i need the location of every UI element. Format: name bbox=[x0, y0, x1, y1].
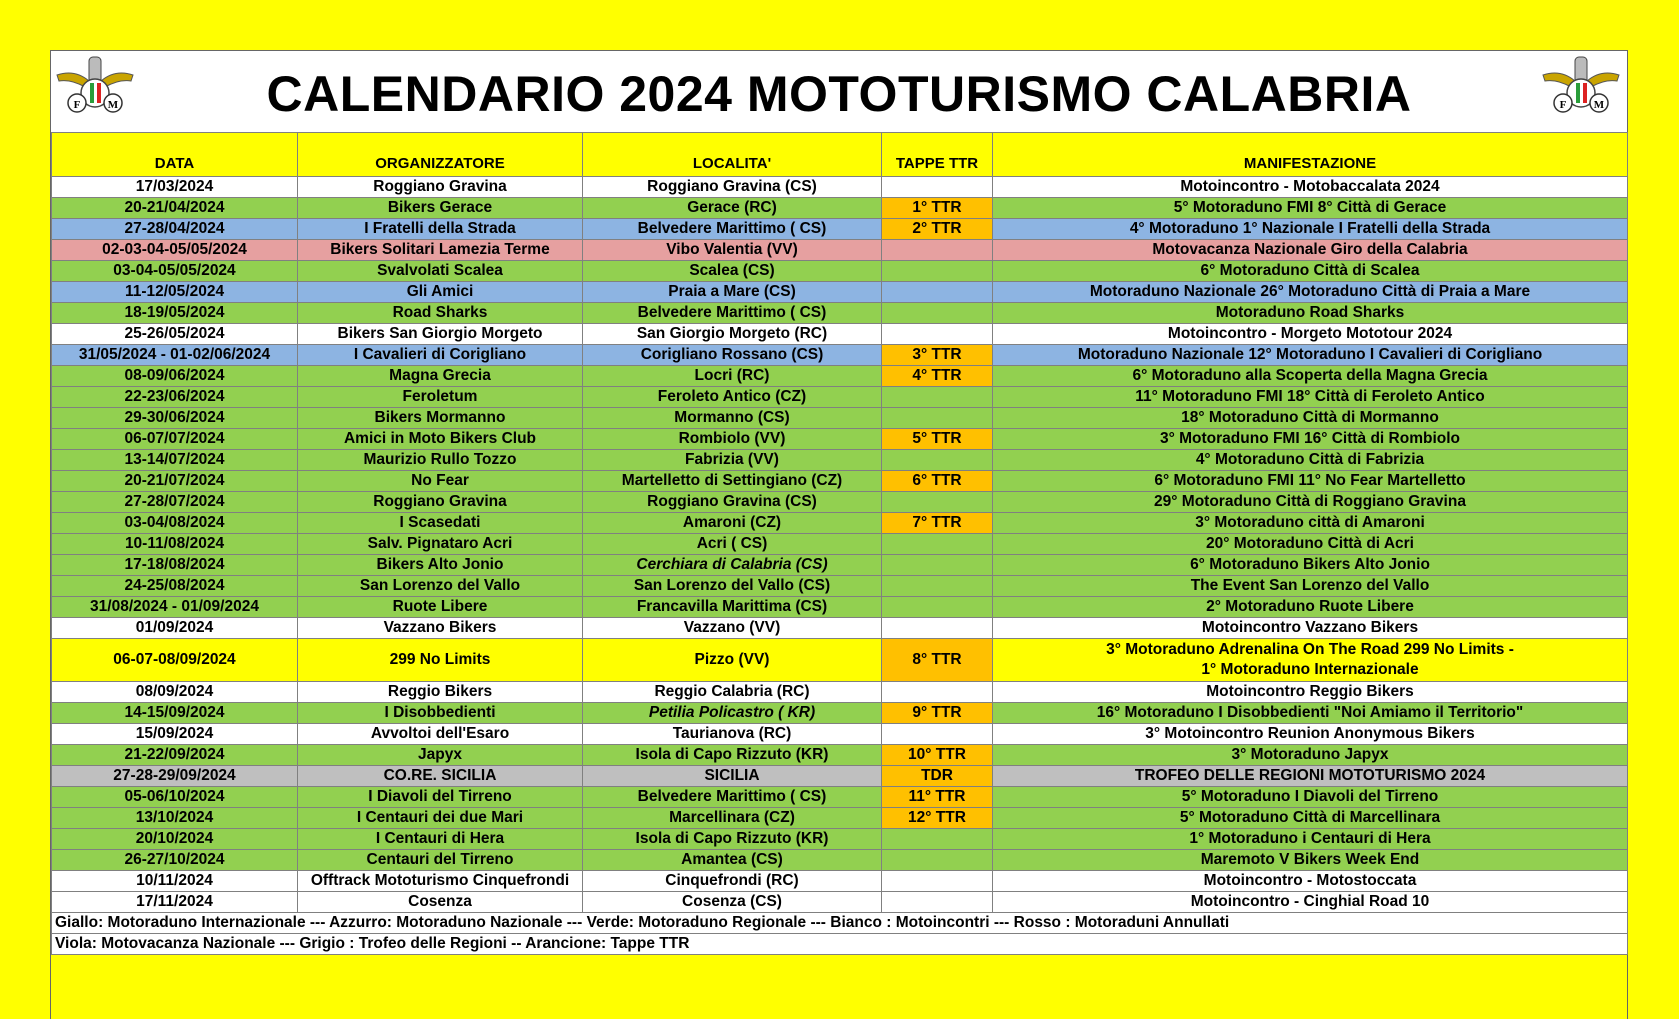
table-row bbox=[52, 808, 1628, 829]
date-cell: 20/10/2024 bbox=[52, 829, 298, 850]
page-title: CALENDARIO 2024 MOTOTURISMO CALABRIA bbox=[266, 66, 1412, 122]
organizer-cell: I Fratelli della Strada bbox=[298, 219, 583, 240]
legend-line-1: Giallo: Motoraduno Internazionale --- Azzurro: Motoraduno Nazionale --- Verde: Motoraduno Regionale --- Bianco : Motoincontri --- Rosso : Motoraduni Annullati bbox=[52, 913, 1628, 934]
location-cell: Feroleto Antico (CZ) bbox=[583, 387, 882, 408]
location-cell: Gerace (RC) bbox=[583, 198, 882, 219]
ttr-cell bbox=[882, 324, 993, 345]
date-cell: 29-30/06/2024 bbox=[52, 408, 298, 429]
date-cell: 31/05/2024 - 01-02/06/2024 bbox=[52, 345, 298, 366]
ttr-cell bbox=[882, 408, 993, 429]
location-cell: Amaroni (CZ) bbox=[583, 513, 882, 534]
event-cell: Motovacanza Nazionale Giro della Calabria bbox=[993, 240, 1628, 261]
location-cell: Vibo Valentia (VV) bbox=[583, 240, 882, 261]
location-cell: Rombiolo (VV) bbox=[583, 429, 882, 450]
date-cell: 05-06/10/2024 bbox=[52, 787, 298, 808]
svg-text:F: F bbox=[73, 99, 81, 111]
location-cell: Martelletto di Settingiano (CZ) bbox=[583, 471, 882, 492]
event-cell: 5° Motoraduno I Diavoli del Tirreno bbox=[993, 787, 1628, 808]
date-cell: 20-21/07/2024 bbox=[52, 471, 298, 492]
date-cell: 02-03-04-05/05/2024 bbox=[52, 240, 298, 261]
organizer-cell: Gli Amici bbox=[298, 282, 583, 303]
header bbox=[51, 51, 1627, 132]
event-cell: 4° Motoraduno Città di Fabrizia bbox=[993, 450, 1628, 471]
event-cell: Motoraduno Nazionale 26° Motoraduno Città di Praia a Mare bbox=[993, 282, 1628, 303]
event-cell: Motoincontro - Cinghial Road 10 bbox=[993, 892, 1628, 913]
table-row bbox=[52, 513, 1628, 534]
event-cell: Motoincontro Reggio Bikers bbox=[993, 682, 1628, 703]
location-cell: Locri (RC) bbox=[583, 366, 882, 387]
table-row bbox=[52, 240, 1628, 261]
organizer-cell: No Fear bbox=[298, 471, 583, 492]
table-header-row bbox=[52, 133, 1628, 177]
table-row bbox=[52, 198, 1628, 219]
date-cell: 22-23/06/2024 bbox=[52, 387, 298, 408]
event-cell: 16° Motoraduno I Disobbedienti "Noi Amiamo il Territorio" bbox=[993, 703, 1628, 724]
date-cell: 21-22/09/2024 bbox=[52, 745, 298, 766]
column-header-localita: LOCALITA' bbox=[583, 133, 882, 177]
event-cell: Motoincontro - Motobaccalata 2024 bbox=[993, 177, 1628, 198]
date-cell: 17/03/2024 bbox=[52, 177, 298, 198]
location-cell: Taurianova (RC) bbox=[583, 724, 882, 745]
event-line-2: 1° Motoraduno Internazionale bbox=[1201, 661, 1419, 678]
table-row bbox=[52, 871, 1628, 892]
organizer-cell: I Diavoli del Tirreno bbox=[298, 787, 583, 808]
location-cell: Cerchiara di Calabria (CS) bbox=[583, 555, 882, 576]
date-cell: 27-28/07/2024 bbox=[52, 492, 298, 513]
event-cell: Maremoto V Bikers Week End bbox=[993, 850, 1628, 871]
location-cell: Scalea (CS) bbox=[583, 261, 882, 282]
column-header-data: DATA bbox=[52, 133, 298, 177]
ttr-cell bbox=[882, 892, 993, 913]
ttr-cell: TDR bbox=[882, 766, 993, 787]
ttr-cell bbox=[882, 261, 993, 282]
date-cell: 15/09/2024 bbox=[52, 724, 298, 745]
date-cell: 25-26/05/2024 bbox=[52, 324, 298, 345]
event-cell: Motoraduno Nazionale 12° Motoraduno I Cavalieri di Corigliano bbox=[993, 345, 1628, 366]
table-row bbox=[52, 471, 1628, 492]
organizer-cell: Reggio Bikers bbox=[298, 682, 583, 703]
calendar-table bbox=[51, 132, 1628, 955]
table-row bbox=[52, 618, 1628, 639]
date-cell: 31/08/2024 - 01/09/2024 bbox=[52, 597, 298, 618]
location-cell: Belvedere Marittimo ( CS) bbox=[583, 303, 882, 324]
organizer-cell: Amici in Moto Bikers Club bbox=[298, 429, 583, 450]
svg-text:F: F bbox=[1559, 99, 1567, 111]
svg-text:M: M bbox=[1593, 99, 1605, 111]
legend-row bbox=[52, 913, 1628, 934]
event-cell bbox=[993, 639, 1628, 682]
table-row bbox=[52, 724, 1628, 745]
organizer-cell: Avvoltoi dell'Esaro bbox=[298, 724, 583, 745]
ttr-cell: 12° TTR bbox=[882, 808, 993, 829]
organizer-cell: Feroletum bbox=[298, 387, 583, 408]
event-cell: 6° Motoraduno FMI 11° No Fear Martelletto bbox=[993, 471, 1628, 492]
organizer-cell: Bikers San Giorgio Morgeto bbox=[298, 324, 583, 345]
organizer-cell: Salv. Pignataro Acri bbox=[298, 534, 583, 555]
organizer-cell: Road Sharks bbox=[298, 303, 583, 324]
location-cell: Acri ( CS) bbox=[583, 534, 882, 555]
event-cell: Motoincontro Vazzano Bikers bbox=[993, 618, 1628, 639]
location-cell: Marcellinara (CZ) bbox=[583, 808, 882, 829]
event-cell: 3° Motoraduno FMI 16° Città di Rombiolo bbox=[993, 429, 1628, 450]
date-cell: 27-28/04/2024 bbox=[52, 219, 298, 240]
ttr-cell bbox=[882, 492, 993, 513]
ttr-cell: 6° TTR bbox=[882, 471, 993, 492]
location-cell: Isola di Capo Rizzuto (KR) bbox=[583, 829, 882, 850]
table-row bbox=[52, 745, 1628, 766]
legend-row bbox=[52, 934, 1628, 955]
location-cell: Roggiano Gravina (CS) bbox=[583, 492, 882, 513]
organizer-cell: Magna Grecia bbox=[298, 366, 583, 387]
date-cell: 08-09/06/2024 bbox=[52, 366, 298, 387]
organizer-cell: I Centauri dei due Mari bbox=[298, 808, 583, 829]
ttr-cell bbox=[882, 177, 993, 198]
table-row bbox=[52, 450, 1628, 471]
event-cell: 5° Motoraduno Città di Marcellinara bbox=[993, 808, 1628, 829]
date-cell: 11-12/05/2024 bbox=[52, 282, 298, 303]
organizer-cell: Roggiano Gravina bbox=[298, 177, 583, 198]
location-cell: Cosenza (CS) bbox=[583, 892, 882, 913]
organizer-cell: Bikers Alto Jonio bbox=[298, 555, 583, 576]
table-row bbox=[52, 892, 1628, 913]
ttr-cell: 9° TTR bbox=[882, 703, 993, 724]
table-row bbox=[52, 408, 1628, 429]
ttr-cell: 7° TTR bbox=[882, 513, 993, 534]
event-cell: 3° Motoincontro Reunion Anonymous Bikers bbox=[993, 724, 1628, 745]
table-row bbox=[52, 534, 1628, 555]
location-cell: SICILIA bbox=[583, 766, 882, 787]
location-cell: Corigliano Rossano (CS) bbox=[583, 345, 882, 366]
date-cell: 06-07-08/09/2024 bbox=[52, 639, 298, 682]
location-cell: San Lorenzo del Vallo (CS) bbox=[583, 576, 882, 597]
organizer-cell: I Disobbedienti bbox=[298, 703, 583, 724]
table-row bbox=[52, 219, 1628, 240]
table-row bbox=[52, 366, 1628, 387]
table-row bbox=[52, 787, 1628, 808]
legend-line-2: Viola: Motovacanza Nazionale --- Grigio : Trofeo delle Regioni -- Arancione: Tappe TTR bbox=[52, 934, 1628, 955]
date-cell: 26-27/10/2024 bbox=[52, 850, 298, 871]
location-cell: Francavilla Marittima (CS) bbox=[583, 597, 882, 618]
date-cell: 08/09/2024 bbox=[52, 682, 298, 703]
ttr-cell bbox=[882, 534, 993, 555]
table-row bbox=[52, 261, 1628, 282]
table-row bbox=[52, 850, 1628, 871]
svg-text:M: M bbox=[107, 99, 119, 111]
date-cell: 17-18/08/2024 bbox=[52, 555, 298, 576]
location-cell: Praia a Mare (CS) bbox=[583, 282, 882, 303]
date-cell: 24-25/08/2024 bbox=[52, 576, 298, 597]
ttr-cell: 4° TTR bbox=[882, 366, 993, 387]
organizer-cell: Bikers Gerace bbox=[298, 198, 583, 219]
date-cell: 03-04-05/05/2024 bbox=[52, 261, 298, 282]
event-cell: Motoincontro - Morgeto Mototour 2024 bbox=[993, 324, 1628, 345]
ttr-cell bbox=[882, 282, 993, 303]
organizer-cell: Svalvolati Scalea bbox=[298, 261, 583, 282]
ttr-cell bbox=[882, 682, 993, 703]
date-cell: 13-14/07/2024 bbox=[52, 450, 298, 471]
organizer-cell: Japyx bbox=[298, 745, 583, 766]
date-cell: 10/11/2024 bbox=[52, 871, 298, 892]
column-header-manifestazione: MANIFESTAZIONE bbox=[993, 133, 1628, 177]
ttr-cell bbox=[882, 576, 993, 597]
ttr-cell bbox=[882, 850, 993, 871]
organizer-cell: I Cavalieri di Corigliano bbox=[298, 345, 583, 366]
location-cell: Belvedere Marittimo ( CS) bbox=[583, 787, 882, 808]
location-cell: Petilia Policastro ( KR) bbox=[583, 703, 882, 724]
event-cell: 18° Motoraduno Città di Mormanno bbox=[993, 408, 1628, 429]
table-row bbox=[52, 639, 1628, 682]
event-cell: 6° Motoraduno alla Scoperta della Magna Grecia bbox=[993, 366, 1628, 387]
organizer-cell: I Centauri di Hera bbox=[298, 829, 583, 850]
table-row bbox=[52, 429, 1628, 450]
event-cell: 3° Motoraduno Japyx bbox=[993, 745, 1628, 766]
ttr-cell: 10° TTR bbox=[882, 745, 993, 766]
date-cell: 20-21/04/2024 bbox=[52, 198, 298, 219]
ttr-cell bbox=[882, 618, 993, 639]
table-row bbox=[52, 282, 1628, 303]
date-cell: 17/11/2024 bbox=[52, 892, 298, 913]
date-cell: 13/10/2024 bbox=[52, 808, 298, 829]
organizer-cell: San Lorenzo del Vallo bbox=[298, 576, 583, 597]
event-cell: Motoincontro - Motostoccata bbox=[993, 871, 1628, 892]
event-cell: 1° Motoraduno i Centauri di Hera bbox=[993, 829, 1628, 850]
location-cell: Vazzano (VV) bbox=[583, 618, 882, 639]
location-cell: Fabrizia (VV) bbox=[583, 450, 882, 471]
ttr-cell bbox=[882, 303, 993, 324]
organizer-cell: Bikers Solitari Lamezia Terme bbox=[298, 240, 583, 261]
date-cell: 14-15/09/2024 bbox=[52, 703, 298, 724]
organizer-cell: Centauri del Tirreno bbox=[298, 850, 583, 871]
event-cell: 20° Motoraduno Città di Acri bbox=[993, 534, 1628, 555]
table-row bbox=[52, 345, 1628, 366]
location-cell: Cinquefrondi (RC) bbox=[583, 871, 882, 892]
date-cell: 10-11/08/2024 bbox=[52, 534, 298, 555]
table-row bbox=[52, 492, 1628, 513]
table-row bbox=[52, 682, 1628, 703]
date-cell: 06-07/07/2024 bbox=[52, 429, 298, 450]
table-row bbox=[52, 303, 1628, 324]
organizer-cell: I Scasedati bbox=[298, 513, 583, 534]
table-row bbox=[52, 324, 1628, 345]
event-cell: 11° Motoraduno FMI 18° Città di Feroleto Antico bbox=[993, 387, 1628, 408]
organizer-cell: Cosenza bbox=[298, 892, 583, 913]
organizer-cell: Roggiano Gravina bbox=[298, 492, 583, 513]
table-row bbox=[52, 555, 1628, 576]
organizer-cell: Vazzano Bikers bbox=[298, 618, 583, 639]
event-cell: 6° Motoraduno Città di Scalea bbox=[993, 261, 1628, 282]
event-line-1: 3° Motoraduno Adrenalina On The Road 299 No Limits - bbox=[1106, 641, 1514, 658]
ttr-cell: 2° TTR bbox=[882, 219, 993, 240]
event-cell: 29° Motoraduno Città di Roggiano Gravina bbox=[993, 492, 1628, 513]
event-cell: Motoraduno Road Sharks bbox=[993, 303, 1628, 324]
ttr-cell bbox=[882, 829, 993, 850]
table-row bbox=[52, 597, 1628, 618]
date-cell: 27-28-29/09/2024 bbox=[52, 766, 298, 787]
table-row bbox=[52, 766, 1628, 787]
ttr-cell bbox=[882, 871, 993, 892]
calendar-sheet bbox=[50, 50, 1628, 1019]
ttr-cell bbox=[882, 597, 993, 618]
ttr-cell: 3° TTR bbox=[882, 345, 993, 366]
event-cell: 4° Motoraduno 1° Nazionale I Fratelli della Strada bbox=[993, 219, 1628, 240]
event-cell: 6° Motoraduno Bikers Alto Jonio bbox=[993, 555, 1628, 576]
location-cell: Amantea (CS) bbox=[583, 850, 882, 871]
table-row bbox=[52, 829, 1628, 850]
ttr-cell: 11° TTR bbox=[882, 787, 993, 808]
ttr-cell: 5° TTR bbox=[882, 429, 993, 450]
ttr-cell bbox=[882, 555, 993, 576]
table-row bbox=[52, 177, 1628, 198]
location-cell: San Giorgio Morgeto (RC) bbox=[583, 324, 882, 345]
location-cell: Belvedere Marittimo ( CS) bbox=[583, 219, 882, 240]
table-row bbox=[52, 703, 1628, 724]
ttr-cell bbox=[882, 387, 993, 408]
fmi-logo-right bbox=[1541, 53, 1621, 121]
organizer-cell: Ruote Libere bbox=[298, 597, 583, 618]
event-cell: 5° Motoraduno FMI 8° Città di Gerace bbox=[993, 198, 1628, 219]
ttr-cell: 1° TTR bbox=[882, 198, 993, 219]
location-cell: Reggio Calabria (RC) bbox=[583, 682, 882, 703]
organizer-cell: Offtrack Mototurismo Cinquefrondi bbox=[298, 871, 583, 892]
table-row bbox=[52, 576, 1628, 597]
ttr-cell bbox=[882, 240, 993, 261]
location-cell: Isola di Capo Rizzuto (KR) bbox=[583, 745, 882, 766]
ttr-cell: 8° TTR bbox=[882, 639, 993, 682]
location-cell: Roggiano Gravina (CS) bbox=[583, 177, 882, 198]
column-header-tappe-ttr: TAPPE TTR bbox=[882, 133, 993, 177]
organizer-cell: 299 No Limits bbox=[298, 639, 583, 682]
date-cell: 18-19/05/2024 bbox=[52, 303, 298, 324]
location-cell: Pizzo (VV) bbox=[583, 639, 882, 682]
organizer-cell: CO.RE. SICILIA bbox=[298, 766, 583, 787]
date-cell: 03-04/08/2024 bbox=[52, 513, 298, 534]
event-cell: TROFEO DELLE REGIONI MOTOTURISMO 2024 bbox=[993, 766, 1628, 787]
event-cell: 2° Motoraduno Ruote Libere bbox=[993, 597, 1628, 618]
date-cell: 01/09/2024 bbox=[52, 618, 298, 639]
column-header-organizzatore: ORGANIZZATORE bbox=[298, 133, 583, 177]
ttr-cell bbox=[882, 724, 993, 745]
event-cell: The Event San Lorenzo del Vallo bbox=[993, 576, 1628, 597]
ttr-cell bbox=[882, 450, 993, 471]
event-cell: 3° Motoraduno città di Amaroni bbox=[993, 513, 1628, 534]
table-row bbox=[52, 387, 1628, 408]
location-cell: Mormanno (CS) bbox=[583, 408, 882, 429]
organizer-cell: Bikers Mormanno bbox=[298, 408, 583, 429]
organizer-cell: Maurizio Rullo Tozzo bbox=[298, 450, 583, 471]
